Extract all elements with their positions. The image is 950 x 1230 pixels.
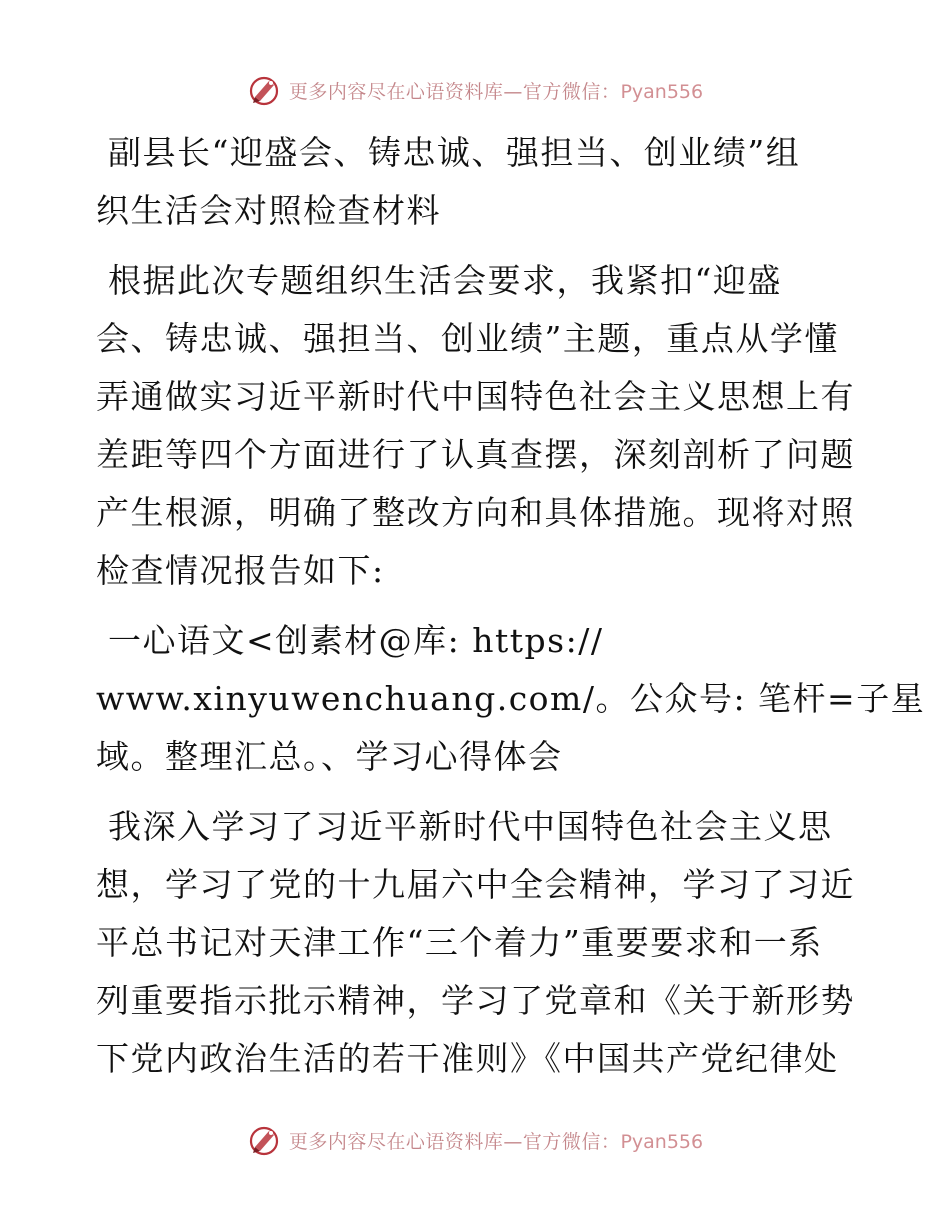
text-line: 一心语文<创素材@库: https:// — [108, 621, 604, 660]
text-line: 列重要指示批示精神，学习了党章和《关于新形势 — [96, 981, 855, 1020]
document-title — [96, 124, 856, 240]
text-line: 检查情况报告如下: — [96, 551, 385, 590]
paragraph-intro — [96, 252, 856, 600]
title-line: 副县长“迎盛会、铸忠诚、强担当、创业绩”组 — [108, 133, 801, 172]
footer-watermark — [0, 1120, 950, 1160]
text-line: 弄通做实习近平新时代中国特色社会主义思想上有 — [96, 377, 855, 416]
watermark-text: 更多内容尽在心语资料库—官方微信：Pyan556 — [288, 80, 704, 103]
paragraph-study — [96, 798, 856, 1088]
watermark-text: 更多内容尽在心语资料库—官方微信：Pyan556 — [288, 1130, 704, 1153]
document-body — [96, 120, 926, 1100]
text-line: 我深入学习了习近平新时代中国特色社会主义思 — [108, 807, 833, 846]
text-line: www.xinyuwenchuang.com/。公众号: 笔杆=子星 — [96, 679, 926, 718]
text-line: 产生根源，明确了整改方向和具体措施。现将对照 — [96, 493, 855, 532]
header-watermark — [0, 70, 950, 110]
text-line: 根据此次专题组织生活会要求，我紧扣“迎盛 — [108, 261, 782, 300]
paragraph-source-note — [96, 612, 926, 786]
text-line: 平总书记对天津工作“三个着力”重要要求和一系 — [96, 923, 823, 962]
text-line: 域。整理汇总。、学习心得体会 — [96, 737, 563, 776]
text-line: 会、铸忠诚、强担当、创业绩”主题，重点从学懂 — [96, 319, 839, 358]
title-line: 织生活会对照检查材料 — [96, 191, 441, 230]
text-line: 想，学习了党的十九届六中全会精神，学习了习近 — [96, 865, 855, 904]
text-line: 差距等四个方面进行了认真查摆，深刻剖析了问题 — [96, 435, 855, 474]
pen-logo-icon — [247, 73, 281, 107]
pen-logo-icon — [247, 1123, 281, 1157]
text-line: 下党内政治生活的若干准则》《中国共产党纪律处 — [96, 1039, 839, 1078]
